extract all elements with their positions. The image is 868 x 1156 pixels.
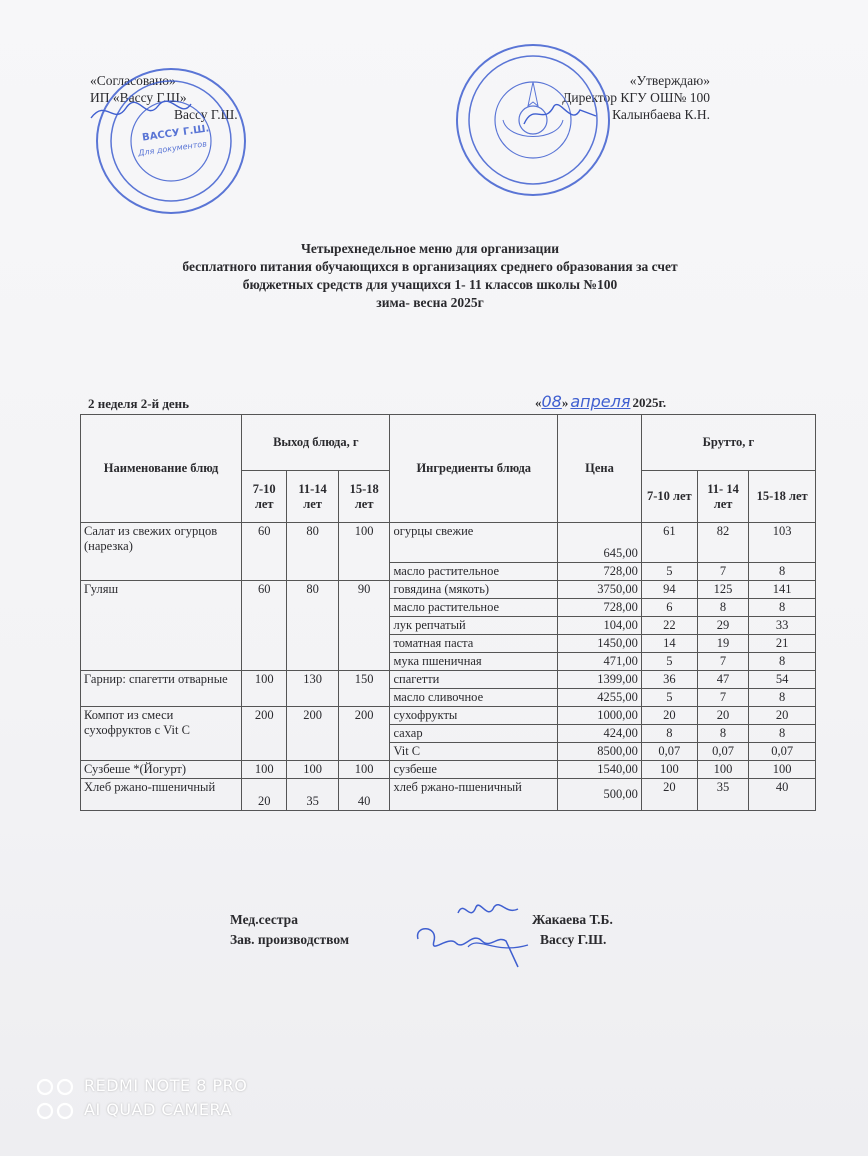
table-row: [81, 523, 816, 563]
brutto-cell: 40: [749, 779, 816, 811]
brutto-cell: 47: [697, 671, 749, 689]
yield-cell: 150: [338, 671, 390, 707]
price-cell: 3750,00: [558, 581, 642, 599]
agreed-org: ИП «Вассу Г.Ш»: [90, 90, 187, 105]
title-line-2: бесплатного питания обучающихся в организациях среднего образования за счет: [182, 259, 678, 274]
price-cell: 1450,00: [558, 635, 642, 653]
brutto-cell: 100: [641, 761, 697, 779]
brutto-cell: 0,07: [641, 743, 697, 761]
title-line-4: зима- весна 2025г: [376, 295, 484, 310]
ingredient-cell: томатная паста: [390, 635, 558, 653]
header-brutto-age-7-10: 7-10 лет: [641, 471, 697, 523]
header-yield-age-7-10: 7-10 лет: [242, 471, 287, 523]
brutto-cell: 8: [749, 725, 816, 743]
brutto-cell: 8: [749, 689, 816, 707]
left-stamp-subtext: Для документов: [137, 139, 208, 158]
signature-role-production: Зав. производством: [230, 932, 350, 947]
brutto-cell: 20: [641, 779, 697, 811]
price-cell: 1540,00: [558, 761, 642, 779]
table-row: [81, 779, 816, 811]
signature-name-production: Вассу Г.Ш.: [540, 932, 607, 947]
signature-roles: [230, 910, 349, 950]
ingredient-cell: сухофрукты: [390, 707, 558, 725]
brutto-cell: 0,07: [697, 743, 749, 761]
ingredient-cell: масло растительное: [390, 563, 558, 581]
price-cell: 500,00: [558, 779, 642, 811]
yield-cell: 130: [287, 671, 339, 707]
agreed-person: Вассу Г.Ш.: [174, 107, 238, 122]
dish-cell: Салат из свежих огурцов (нарезка): [81, 523, 242, 581]
yield-cell: 200: [338, 707, 390, 761]
price-cell: 8500,00: [558, 743, 642, 761]
brutto-cell: 6: [641, 599, 697, 617]
title-line-3: бюджетных средств для учащихся 1- 11 классов школы №100: [242, 277, 618, 292]
table-row: [81, 581, 816, 599]
agreed-label: «Согласовано»: [90, 73, 176, 88]
brutto-cell: 29: [697, 617, 749, 635]
yield-cell: 100: [242, 671, 287, 707]
price-cell: 471,00: [558, 653, 642, 671]
header-yield: Выход блюда, г: [242, 415, 390, 471]
ingredient-cell: хлеб ржано-пшеничный: [390, 779, 558, 811]
yield-cell: 35: [287, 779, 339, 811]
dish-cell: Гуляш: [81, 581, 242, 671]
header-brutto-age-11-14: 11- 14 лет: [697, 471, 749, 523]
ingredient-cell: говядина (мякоть): [390, 581, 558, 599]
brutto-cell: 36: [641, 671, 697, 689]
header-yield-age-11-14: 11-14 лет: [287, 471, 339, 523]
camera-watermark: [36, 1074, 247, 1122]
approve-label: «Утверждаю»: [629, 73, 710, 88]
brutto-cell: 33: [749, 617, 816, 635]
brutto-cell: 20: [697, 707, 749, 725]
document-title: [80, 240, 780, 312]
document-date: [535, 392, 666, 411]
yield-cell: 90: [338, 581, 390, 671]
yield-cell: 100: [242, 761, 287, 779]
price-cell: 104,00: [558, 617, 642, 635]
approve-position: Директор КГУ ОШ№ 100: [562, 90, 710, 105]
yield-cell: 40: [338, 779, 390, 811]
ingredient-cell: Vit C: [390, 743, 558, 761]
brutto-cell: 35: [697, 779, 749, 811]
watermark-camera: AI QUAD CAMERA: [84, 1100, 232, 1119]
header-brutto-age-15-18: 15-18 лет: [749, 471, 816, 523]
brutto-cell: 100: [749, 761, 816, 779]
yield-cell: 100: [287, 761, 339, 779]
signature-role-nurse: Мед.сестра: [230, 912, 298, 927]
date-open-quote: «: [535, 395, 542, 410]
yield-cell: 20: [242, 779, 287, 811]
signature-names: [532, 910, 613, 950]
date-year: 2025г.: [632, 395, 667, 410]
yield-cell: 200: [242, 707, 287, 761]
camera-logo-icon: [36, 1078, 76, 1096]
dish-cell: Хлеб ржано-пшеничный: [81, 779, 242, 811]
ingredient-cell: огурцы свежие: [390, 523, 558, 563]
ingredient-cell: масло растительное: [390, 599, 558, 617]
dish-cell: Гарнир: спагетти отварные: [81, 671, 242, 707]
ingredient-cell: лук репчатый: [390, 617, 558, 635]
date-month: апреля: [570, 392, 631, 411]
yield-cell: 200: [287, 707, 339, 761]
ingredient-cell: мука пшеничная: [390, 653, 558, 671]
brutto-cell: 61: [641, 523, 697, 563]
brutto-cell: 8: [749, 653, 816, 671]
price-cell: 424,00: [558, 725, 642, 743]
header-dish-name: Наименование блюд: [81, 415, 242, 523]
table-row: [81, 707, 816, 725]
brutto-cell: 7: [697, 653, 749, 671]
brutto-cell: 5: [641, 689, 697, 707]
handwritten-signatures: [408, 895, 538, 975]
date-close-quote: »: [561, 395, 569, 410]
title-line-1: Четырехнедельное меню для организации: [300, 241, 560, 256]
brutto-cell: 94: [641, 581, 697, 599]
dish-cell: Сузбеше *(Йогурт): [81, 761, 242, 779]
brutto-cell: 8: [749, 599, 816, 617]
approve-person: Калынбаева К.Н.: [612, 107, 710, 122]
camera-logo-icon-2: [36, 1102, 76, 1120]
yield-cell: 60: [242, 581, 287, 671]
brutto-cell: 14: [641, 635, 697, 653]
right-signature-scribble: [520, 96, 600, 132]
watermark-model: REDMI NOTE 8 PRO: [84, 1076, 248, 1095]
yield-cell: 60: [242, 523, 287, 581]
yield-cell: 100: [338, 523, 390, 581]
header-ingredients: Ингредиенты блюда: [390, 415, 558, 523]
price-cell: 728,00: [558, 599, 642, 617]
brutto-cell: 8: [641, 725, 697, 743]
ingredient-cell: спагетти: [390, 671, 558, 689]
yield-cell: 100: [338, 761, 390, 779]
ingredient-cell: масло сливочное: [390, 689, 558, 707]
signature-name-nurse: Жакаева Т.Б.: [532, 912, 613, 927]
menu-table: [80, 414, 816, 811]
price-cell: 645,00: [558, 523, 642, 563]
brutto-cell: 100: [697, 761, 749, 779]
dish-cell: Компот из смеси сухофруктов с Vit C: [81, 707, 242, 761]
brutto-cell: 20: [641, 707, 697, 725]
brutto-cell: 20: [749, 707, 816, 725]
brutto-cell: 125: [697, 581, 749, 599]
brutto-cell: 141: [749, 581, 816, 599]
date-day: 08: [541, 392, 562, 411]
left-signature-scribble: [86, 96, 196, 132]
brutto-cell: 8: [749, 563, 816, 581]
brutto-cell: 54: [749, 671, 816, 689]
header-brutto: Брутто, г: [641, 415, 815, 471]
price-cell: 728,00: [558, 563, 642, 581]
price-cell: 1399,00: [558, 671, 642, 689]
yield-cell: 80: [287, 523, 339, 581]
brutto-cell: 7: [697, 563, 749, 581]
yield-cell: 80: [287, 581, 339, 671]
week-day-label: 2 неделя 2-й день: [88, 396, 190, 411]
header-price: Цена: [558, 415, 642, 523]
ingredient-cell: сахар: [390, 725, 558, 743]
brutto-cell: 21: [749, 635, 816, 653]
brutto-cell: 5: [641, 563, 697, 581]
header-yield-age-15-18: 15-18 лет: [338, 471, 390, 523]
brutto-cell: 82: [697, 523, 749, 563]
brutto-cell: 103: [749, 523, 816, 563]
brutto-cell: 8: [697, 599, 749, 617]
brutto-cell: 19: [697, 635, 749, 653]
table-row: [81, 671, 816, 689]
left-stamp-text: ВАССУ Г.Ш.: [141, 123, 210, 144]
brutto-cell: 5: [641, 653, 697, 671]
price-cell: 1000,00: [558, 707, 642, 725]
ingredient-cell: сузбеше: [390, 761, 558, 779]
brutto-cell: 22: [641, 617, 697, 635]
brutto-cell: 0,07: [749, 743, 816, 761]
table-row: [81, 761, 816, 779]
price-cell: 4255,00: [558, 689, 642, 707]
brutto-cell: 8: [697, 725, 749, 743]
left-round-stamp: [96, 68, 246, 214]
brutto-cell: 7: [697, 689, 749, 707]
